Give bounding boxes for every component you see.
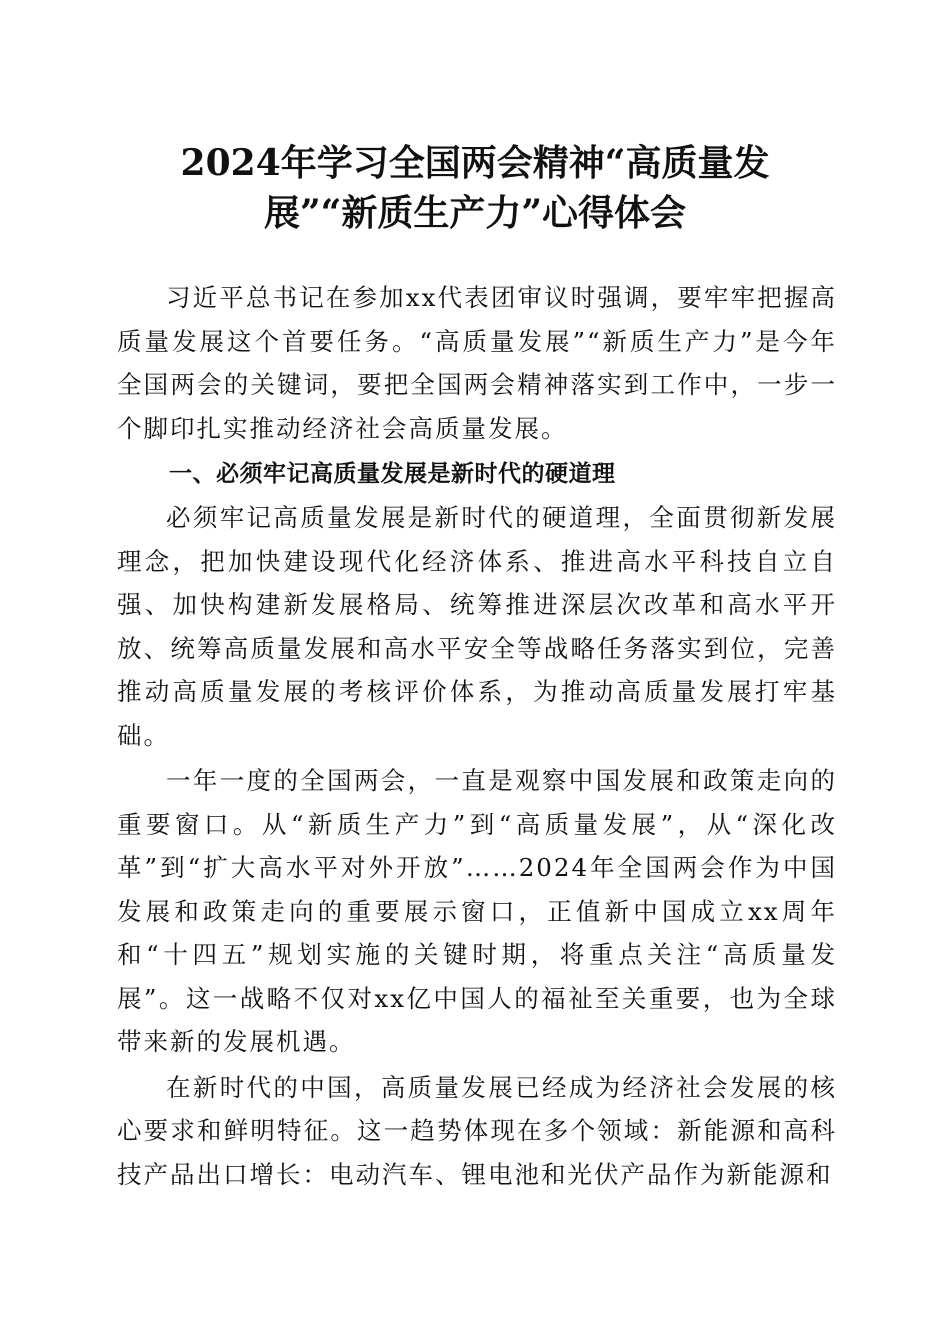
body-paragraph: 一年一度的全国两会，一直是观察中国发展和政策走向的重要窗口。从“新质生产力”到“高质量发展”，从“深化改革”到“扩大高水平对外开放”……2024年全国两会作为中国发展和政策走向的重要展示窗口，正值新中国成立xx周年和“十四五”规划实施的关键时期，将重点关注“高质量发展”。这一战略不仅对xx亿中国人的福祉至关重要，也为全球带来新的发展机遇。 <box>117 766 837 1056</box>
document-title <box>120 138 830 238</box>
title-line-2: 展”“新质生产力”心得体会 <box>263 192 687 234</box>
body-paragraph: 必须牢记高质量发展是新时代的硬道理，全面贯彻新发展理念，把加快建设现代化经济体系、推进高水平科技自立自强、加快构建新发展格局、统筹推进深层次改革和高水平开放、统筹高质量发展和高水平安全等战略任务落实到位，完善推动高质量发展的考核评价体系，为推动高质量发展打牢基础。 <box>117 503 837 750</box>
title-line-1: 2024年学习全国两会精神“高质量发 <box>180 142 770 184</box>
document-body <box>117 276 837 1198</box>
section-heading-1: 一、必须牢记高质量发展是新时代的硬道理 <box>169 461 616 487</box>
intro-paragraph: 习近平总书记在参加xx代表团审议时强调，要牢牢把握高质量发展这个首要任务。“高质量发展”“新质生产力”是今年全国两会的关键词，要把全国两会精神落实到工作中，一步一个脚印扎实推动经济社会高质量发展。 <box>117 283 837 443</box>
body-paragraph: 在新时代的中国，高质量发展已经成为经济社会发展的核心要求和鲜明特征。这一趋势体现在多个领域：新能源和高科技产品出口增长：电动汽车、锂电池和光伏产品作为新能源和 <box>117 1072 837 1189</box>
